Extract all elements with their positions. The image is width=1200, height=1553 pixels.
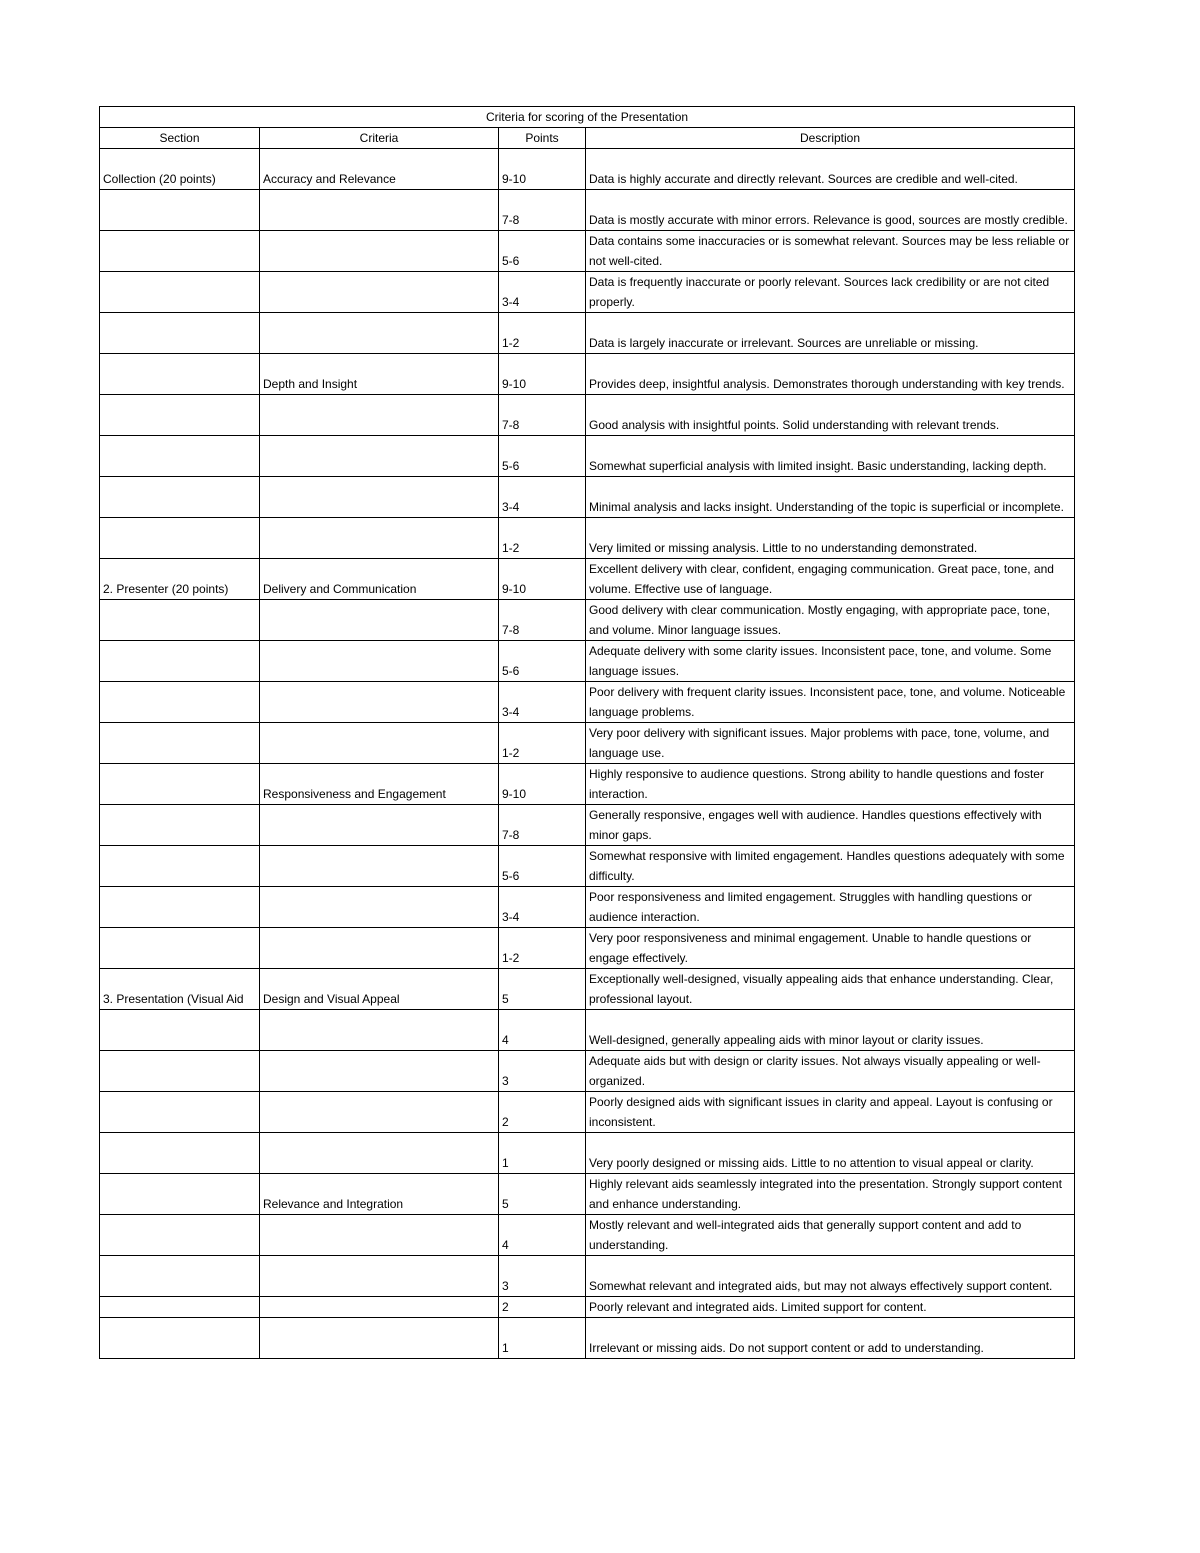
description-cell: Data contains some inaccuracies or is somewhat relevant. Sources may be less reliable or not well-cited. [586,231,1075,272]
description-cell: Highly relevant aids seamlessly integrated into the presentation. Strongly support content and enhance understanding. [586,1174,1075,1215]
header-points: Points [499,128,586,149]
points-cell: 2 [499,1092,586,1133]
section-cell [100,1297,260,1318]
criteria-cell: Relevance and Integration [260,1174,499,1215]
section-cell [100,1215,260,1256]
description-cell: Irrelevant or missing aids. Do not support content or add to understanding. [586,1318,1075,1359]
description-cell: Exceptionally well-designed, visually appealing aids that enhance understanding. Clear, professional layout. [586,969,1075,1010]
criteria-cell [260,395,499,436]
description-cell: Generally responsive, engages well with audience. Handles questions effectively with minor gaps. [586,805,1075,846]
description-cell: Somewhat relevant and integrated aids, but may not always effectively support content. [586,1256,1075,1297]
points-cell: 2 [499,1297,586,1318]
description-cell: Adequate delivery with some clarity issues. Inconsistent pace, tone, and volume. Some language issues. [586,641,1075,682]
table-row [100,1256,1075,1297]
table-row [100,928,1075,969]
description-cell: Minimal analysis and lacks insight. Understanding of the topic is superficial or incomplete. [586,477,1075,518]
table-row [100,1174,1075,1215]
table-row [100,805,1075,846]
table-row [100,354,1075,395]
description-cell: Very poor responsiveness and minimal engagement. Unable to handle questions or engage effectively. [586,928,1075,969]
criteria-cell [260,313,499,354]
criteria-cell [260,723,499,764]
table-row [100,559,1075,600]
scoring-criteria-table [99,106,1075,1359]
points-cell: 1 [499,1318,586,1359]
section-cell [100,1051,260,1092]
points-cell: 9-10 [499,149,586,190]
section-cell [100,354,260,395]
table-row [100,764,1075,805]
section-cell: 3. Presentation (Visual Aid [100,969,260,1010]
section-cell [100,1318,260,1359]
table-row [100,1010,1075,1051]
description-cell: Data is frequently inaccurate or poorly relevant. Sources lack credibility or are not cited properly. [586,272,1075,313]
table-row [100,969,1075,1010]
description-cell: Mostly relevant and well-integrated aids that generally support content and add to understanding. [586,1215,1075,1256]
description-cell: Somewhat responsive with limited engagement. Handles questions adequately with some difficulty. [586,846,1075,887]
description-cell: Adequate aids but with design or clarity issues. Not always visually appealing or well-organized. [586,1051,1075,1092]
criteria-cell [260,1051,499,1092]
section-cell [100,764,260,805]
description-cell: Very poorly designed or missing aids. Little to no attention to visual appeal or clarity. [586,1133,1075,1174]
points-cell: 1-2 [499,313,586,354]
section-cell [100,805,260,846]
description-cell: Data is highly accurate and directly relevant. Sources are credible and well-cited. [586,149,1075,190]
points-cell: 5 [499,969,586,1010]
header-criteria: Criteria [260,128,499,149]
criteria-cell [260,190,499,231]
points-cell: 4 [499,1215,586,1256]
table-row [100,1092,1075,1133]
description-cell: Data is mostly accurate with minor errors. Relevance is good, sources are mostly credible. [586,190,1075,231]
description-cell: Excellent delivery with clear, confident, engaging communication. Great pace, tone, and volume. Effective use of language. [586,559,1075,600]
table-row [100,846,1075,887]
points-cell: 3 [499,1051,586,1092]
points-cell: 3-4 [499,887,586,928]
description-cell: Very poor delivery with significant issues. Major problems with pace, tone, volume, and language use. [586,723,1075,764]
table-row [100,682,1075,723]
section-cell [100,682,260,723]
table-row [100,231,1075,272]
criteria-cell [260,518,499,559]
section-cell [100,1010,260,1051]
section-cell [100,1174,260,1215]
description-cell: Somewhat superficial analysis with limited insight. Basic understanding, lacking depth. [586,436,1075,477]
table-row [100,600,1075,641]
section-cell [100,887,260,928]
criteria-cell [260,231,499,272]
header-description: Description [586,128,1075,149]
section-cell: 2. Presenter (20 points) [100,559,260,600]
points-cell: 3 [499,1256,586,1297]
table-row [100,313,1075,354]
section-cell [100,231,260,272]
section-cell [100,846,260,887]
section-cell [100,190,260,231]
points-cell: 9-10 [499,559,586,600]
criteria-cell: Design and Visual Appeal [260,969,499,1010]
points-cell: 1 [499,1133,586,1174]
section-cell [100,272,260,313]
section-cell [100,1092,260,1133]
description-cell: Data is largely inaccurate or irrelevant. Sources are unreliable or missing. [586,313,1075,354]
criteria-cell [260,1256,499,1297]
criteria-cell [260,1215,499,1256]
table-row [100,887,1075,928]
criteria-cell [260,436,499,477]
criteria-cell [260,477,499,518]
points-cell: 7-8 [499,395,586,436]
section-cell [100,723,260,764]
points-cell: 5-6 [499,231,586,272]
table-row [100,1297,1075,1318]
criteria-cell: Accuracy and Relevance [260,149,499,190]
description-cell: Poor delivery with frequent clarity issues. Inconsistent pace, tone, and volume. Noticeable language problems. [586,682,1075,723]
table-row [100,1051,1075,1092]
table-row [100,272,1075,313]
points-cell: 3-4 [499,272,586,313]
description-cell: Poorly designed aids with significant issues in clarity and appeal. Layout is confusing or inconsistent. [586,1092,1075,1133]
points-cell: 5-6 [499,641,586,682]
criteria-cell [260,887,499,928]
criteria-cell [260,846,499,887]
criteria-cell [260,1010,499,1051]
points-cell: 9-10 [499,764,586,805]
description-cell: Poor responsiveness and limited engagement. Struggles with handling questions or audience interaction. [586,887,1075,928]
description-cell: Provides deep, insightful analysis. Demonstrates thorough understanding with key trends. [586,354,1075,395]
section-cell [100,1256,260,1297]
criteria-cell: Delivery and Communication [260,559,499,600]
table-row [100,518,1075,559]
points-cell: 1-2 [499,723,586,764]
table-row [100,149,1075,190]
table-row [100,395,1075,436]
description-cell: Good delivery with clear communication. Mostly engaging, with appropriate pace, tone, and volume. Minor language issues. [586,600,1075,641]
table-title: Criteria for scoring of the Presentation [100,107,1075,128]
criteria-cell [260,641,499,682]
criteria-cell [260,928,499,969]
table-row [100,477,1075,518]
criteria-cell: Depth and Insight [260,354,499,395]
points-cell: 7-8 [499,190,586,231]
criteria-cell [260,1133,499,1174]
points-cell: 9-10 [499,354,586,395]
points-cell: 7-8 [499,805,586,846]
criteria-cell [260,805,499,846]
criteria-cell [260,1092,499,1133]
points-cell: 3-4 [499,682,586,723]
criteria-cell [260,1297,499,1318]
criteria-cell [260,1318,499,1359]
points-cell: 1-2 [499,518,586,559]
section-cell [100,395,260,436]
criteria-cell: Responsiveness and Engagement [260,764,499,805]
criteria-cell [260,600,499,641]
table-row [100,723,1075,764]
points-cell: 5-6 [499,436,586,477]
description-cell: Good analysis with insightful points. Solid understanding with relevant trends. [586,395,1075,436]
section-cell [100,928,260,969]
points-cell: 4 [499,1010,586,1051]
description-cell: Highly responsive to audience questions. Strong ability to handle questions and foster interaction. [586,764,1075,805]
criteria-cell [260,682,499,723]
table-row [100,1215,1075,1256]
points-cell: 7-8 [499,600,586,641]
table-row [100,1318,1075,1359]
points-cell: 1-2 [499,928,586,969]
points-cell: 5 [499,1174,586,1215]
table-row [100,190,1075,231]
table-row [100,436,1075,477]
section-cell [100,641,260,682]
description-cell: Well-designed, generally appealing aids with minor layout or clarity issues. [586,1010,1075,1051]
points-cell: 3-4 [499,477,586,518]
section-cell [100,477,260,518]
section-cell [100,1133,260,1174]
table-row [100,1133,1075,1174]
section-cell [100,313,260,354]
points-cell: 5-6 [499,846,586,887]
header-section: Section [100,128,260,149]
description-cell: Poorly relevant and integrated aids. Limited support for content. [586,1297,1075,1318]
section-cell: Collection (20 points) [100,149,260,190]
section-cell [100,518,260,559]
table-row [100,641,1075,682]
section-cell [100,436,260,477]
criteria-cell [260,272,499,313]
section-cell [100,600,260,641]
description-cell: Very limited or missing analysis. Little to no understanding demonstrated. [586,518,1075,559]
